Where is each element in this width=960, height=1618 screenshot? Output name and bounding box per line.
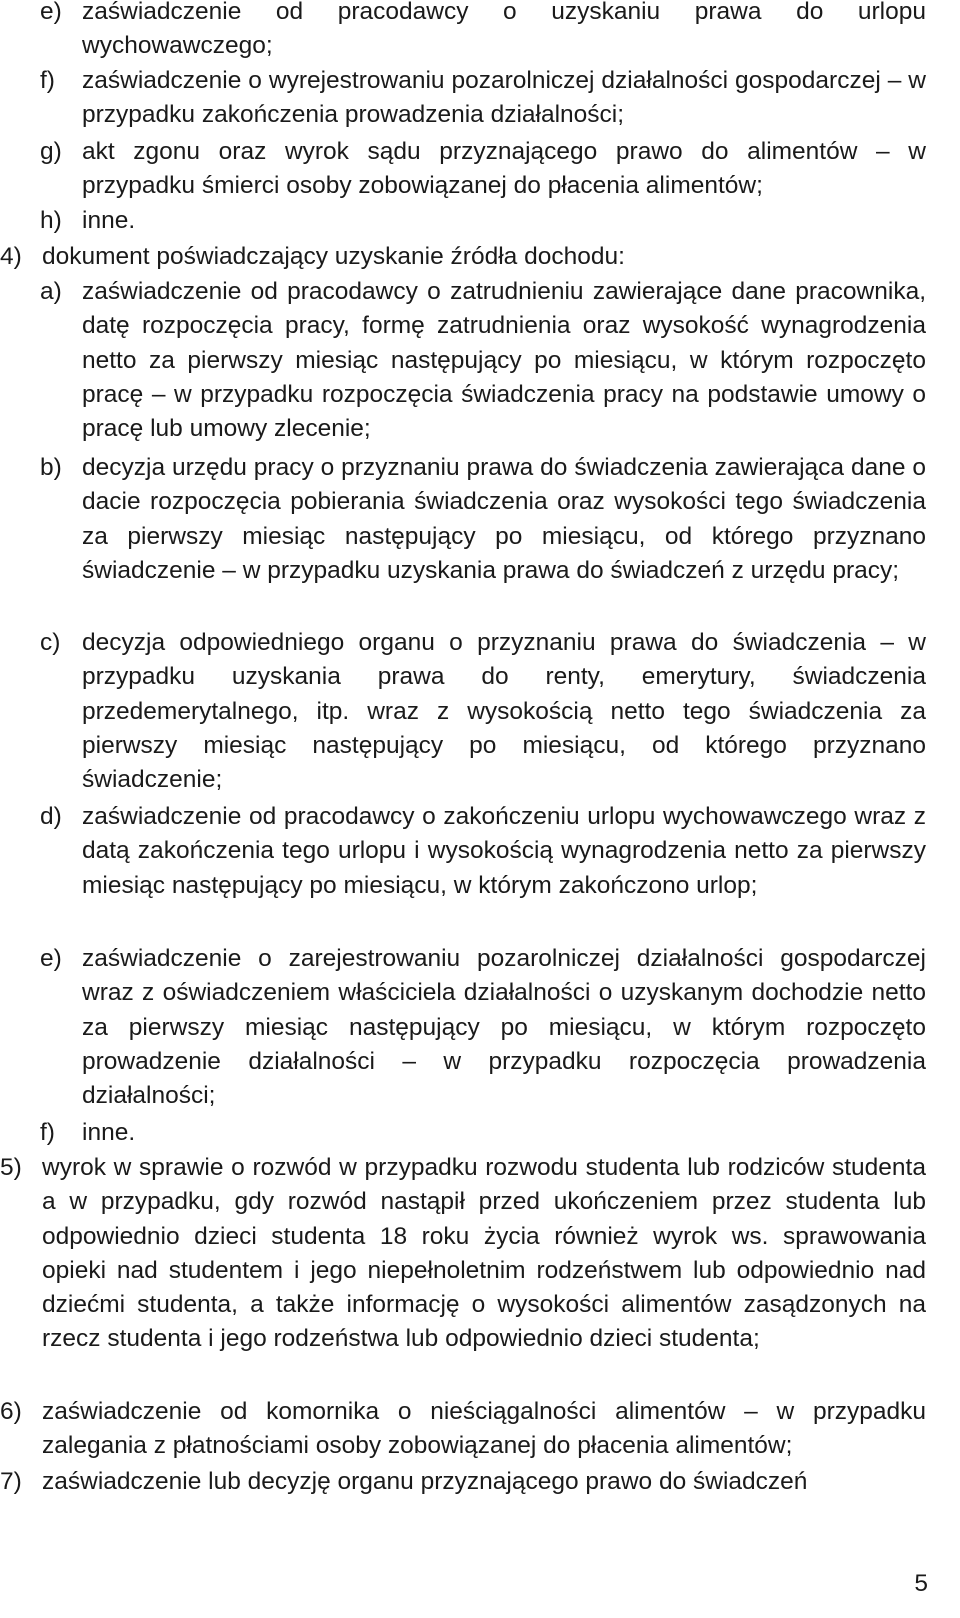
list-marker: c): [40, 629, 61, 656]
list-item: [40, 64, 926, 133]
list-item-text: decyzja urzędu pracy o przyznaniu prawa do świadczenia zawierająca dane o dacie rozpoczęcia pobierania świadczenia oraz wysokości tego świadczenia za pierwszy miesiąc następujący po miesiącu, od którego przyznano świadczenie – w przypadku uzyskania prawa do świadczeń z urzędu pracy;: [82, 454, 926, 584]
list-marker: f): [40, 1119, 55, 1146]
list-marker: g): [40, 138, 62, 165]
list-marker: a): [40, 278, 62, 305]
list-marker: e): [40, 945, 62, 972]
list-item: [40, 626, 926, 797]
list-item: [0, 1395, 926, 1464]
list-marker: 7): [0, 1468, 22, 1495]
list-marker: d): [40, 803, 62, 830]
list-item-text: zaświadczenie od pracodawcy o zakończeniu urlopu wychowawczego wraz z datą zakończenia tego urlopu i wysokością wynagrodzenia netto za pierwszy miesiąc następujący po miesiącu, w którym zakończono urlop;: [82, 803, 926, 899]
list-marker: f): [40, 67, 55, 94]
list-item-text: wyrok w sprawie o rozwód w przypadku rozwodu studenta lub rodziców studenta a w przypadku, gdy rozwód nastąpił przed ukończeniem przez studenta lub odpowiednio dzieci studenta 18 roku życia również wyrok ws. sprawowania opieki nad studentem i jego niepełnoletnim rodzeństwem lub odpowiednio nad dziećmi studenta, a także informację o wysokości alimentów zasądzonych na rzecz studenta i jego rodzeństwa lub odpowiednio dzieci studenta;: [42, 1154, 926, 1353]
page-number: 5: [914, 1570, 928, 1597]
list-marker: e): [40, 0, 62, 25]
list-item-text: zaświadczenie o wyrejestrowaniu pozarolniczej działalności gospodarczej – w przypadku zakończenia prowadzenia działalności;: [82, 67, 926, 129]
list-item: [0, 1151, 926, 1357]
list-item-text: zaświadczenie o zarejestrowaniu pozarolniczej działalności gospodarczej wraz z oświadczeniem właściciela działalności o uzyskanym dochodzie netto za pierwszy miesiąc następujący po miesiącu, w którym rozpoczęto prowadzenie działalności – w przypadku rozpoczęcia prowadzenia działalności;: [82, 945, 926, 1110]
list-item: [40, 275, 926, 446]
list-item-text: zaświadczenie od komornika o nieściągalności alimentów – w przypadku zalegania z płatnościami osoby zobowiązanej do płacenia alimentów;: [42, 1398, 926, 1460]
list-marker: h): [40, 207, 62, 234]
list-item: [40, 451, 926, 588]
list-item-text: akt zgonu oraz wyrok sądu przyznającego prawo do alimentów – w przypadku śmierci osoby zobowiązanej do płacenia alimentów;: [82, 138, 926, 200]
list-item: [40, 800, 926, 903]
list-item-text: zaświadczenie od pracodawcy o zatrudnieniu zawierające dane pracownika, datę rozpoczęcia pracy, formę zatrudnienia oraz wysokość wynagrodzenia netto za pierwszy miesiąc następujący po miesiącu, w którym rozpoczęto pracę – w przypadku rozpoczęcia świadczenia pracy na podstawie umowy o pracę lub umowy zlecenie;: [82, 278, 926, 443]
list-marker: 6): [0, 1398, 22, 1425]
list-item-text: inne.: [82, 207, 136, 234]
list-marker: b): [40, 454, 62, 481]
list-item-text: zaświadczenie od pracodawcy o uzyskaniu prawa do urlopu wychowawczego;: [82, 0, 926, 60]
list-item-text: inne.: [82, 1119, 136, 1146]
list-item-text: zaświadczenie lub decyzję organu przyznającego prawo do świadczeń: [42, 1468, 808, 1495]
list-item: [40, 1116, 926, 1150]
list-marker: 4): [0, 243, 22, 270]
list-item: [0, 1465, 926, 1499]
list-item: [40, 135, 926, 204]
list-item: [40, 204, 926, 238]
list-item: [40, 942, 926, 1113]
list-item-text: dokument poświadczający uzyskanie źródła dochodu:: [42, 243, 625, 270]
list-item: [0, 240, 926, 274]
list-item: [40, 0, 926, 64]
list-marker: 5): [0, 1154, 22, 1181]
list-item-text: decyzja odpowiedniego organu o przyznaniu prawa do świadczenia – w przypadku uzyskania prawa do renty, emerytury, świadczenia przedemerytalnego, itp. wraz z wysokością netto tego świadczenia za pierwszy miesiąc następujący po miesiącu, od którego przyznano świadczenie;: [82, 629, 926, 794]
